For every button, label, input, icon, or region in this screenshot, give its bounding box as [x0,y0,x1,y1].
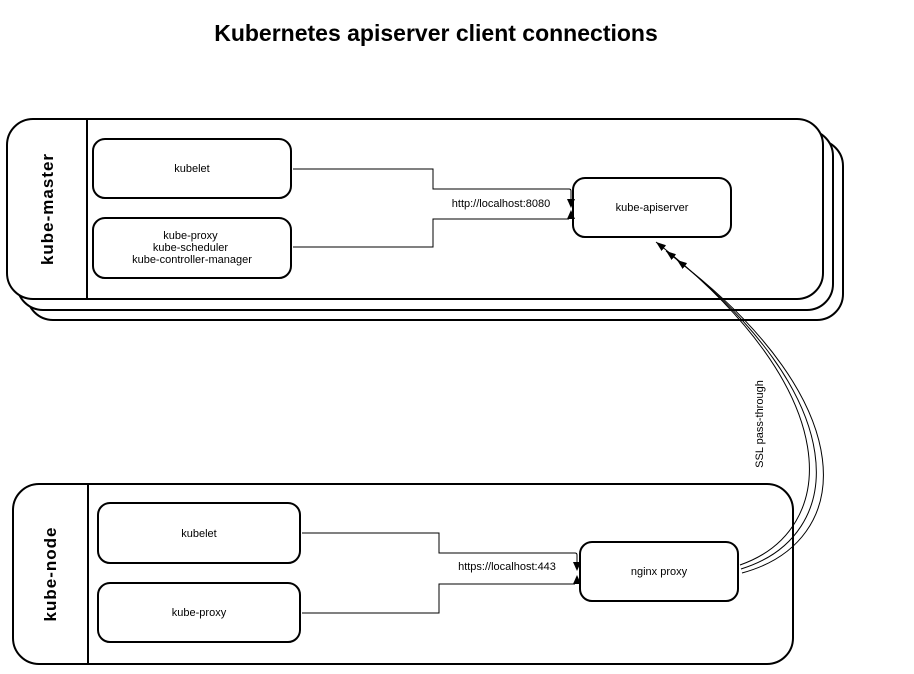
edge-label-https: https://localhost:443 [458,561,556,573]
master-services-label: kube-proxy kube-scheduler kube-controller-manager [132,230,252,266]
kube-master-cluster [7,119,843,320]
node-kubelet-label: kubelet [181,528,217,540]
edge-label-http: http://localhost:8080 [451,198,551,210]
kube-node-cluster [13,484,793,664]
master-kubelet-label: kubelet [174,163,210,175]
nginx-proxy-label: nginx proxy [630,566,688,578]
node-kube-proxy-label: kube-proxy [171,607,227,619]
page-title: Kubernetes apiserver client connections [214,20,658,46]
kube-node-label: kube-node [41,526,60,622]
kube-master-label: kube-master [38,152,57,266]
edge-label-ssl-passthrough: SSL pass-through [754,380,766,468]
kube-apiserver-label: kube-apiserver [615,202,689,214]
